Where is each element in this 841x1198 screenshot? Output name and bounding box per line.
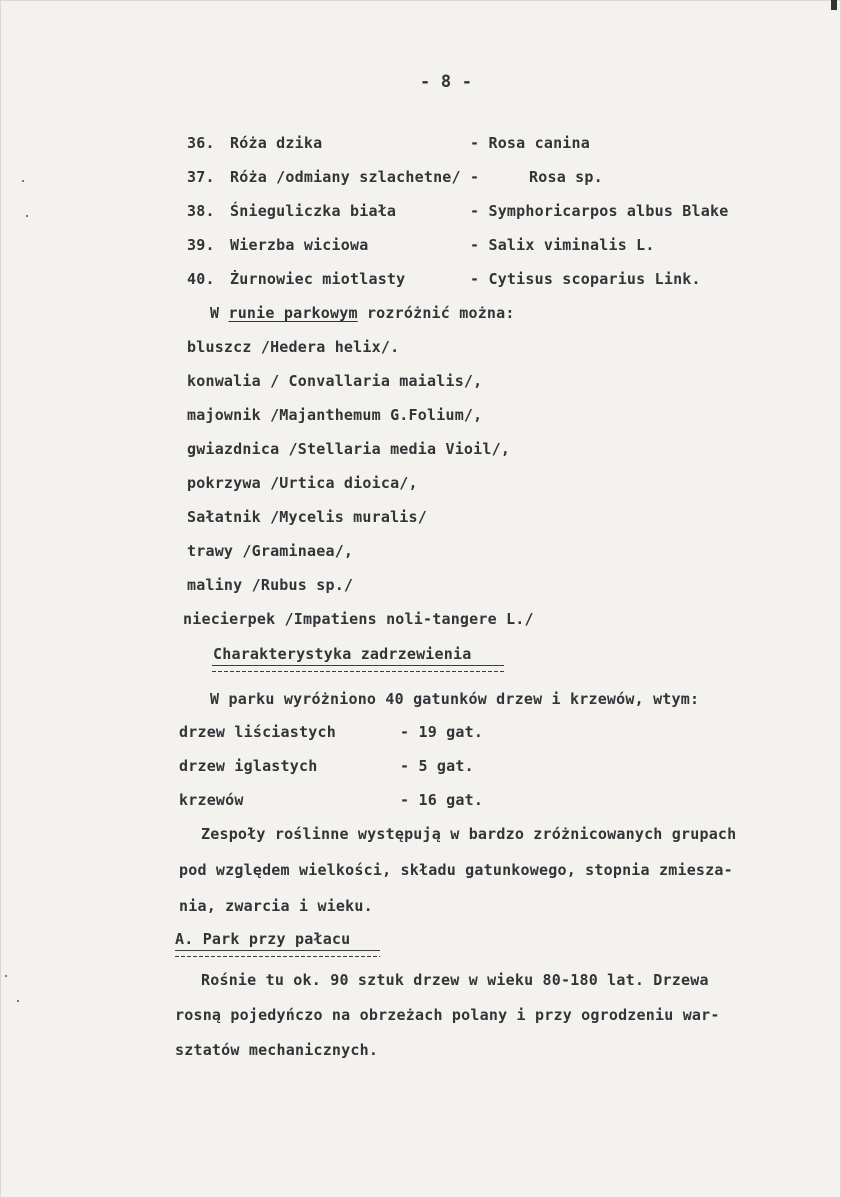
heading-underline-dashed xyxy=(175,956,380,957)
summary-value: - 19 gat. xyxy=(400,723,484,741)
speck xyxy=(17,1000,19,1002)
species-polish: Żurnowiec miotlasty xyxy=(230,270,406,288)
herb-item: maliny /Rubus sp./ xyxy=(187,576,354,594)
summary-value: - 5 gat. xyxy=(400,757,474,775)
species-latin: - Salix viminalis L. xyxy=(470,236,655,254)
species-latin: - Rosa canina xyxy=(470,134,590,152)
page-number: - 8 - xyxy=(420,72,473,92)
herb-item: trawy /Graminaea/, xyxy=(187,542,354,560)
herb-intro xyxy=(210,304,515,322)
paragraph-line: sztatów mechanicznych. xyxy=(175,1041,379,1059)
summary-intro: W parku wyróżniono 40 gatunków drzew i krzewów, wtym: xyxy=(210,690,700,708)
herb-item: niecierpek /Impatiens noli-tangere L./ xyxy=(183,610,534,628)
herb-item: bluszcz /Hedera helix/. xyxy=(187,338,400,356)
herb-item: pokrzywa /Urtica dioica/, xyxy=(187,474,418,492)
speck xyxy=(22,180,24,182)
summary-label: drzew liściastych xyxy=(179,723,336,741)
species-num: 37. xyxy=(187,168,215,186)
species-latin: - Cytisus scoparius Link. xyxy=(470,270,701,288)
species-latin: Rosa sp. xyxy=(529,168,603,186)
herb-intro-suffix: rozróżnić można: xyxy=(366,304,515,322)
heading-underline-dashed xyxy=(212,671,504,672)
heading-underline xyxy=(175,950,380,951)
species-polish: Róża dzika xyxy=(230,134,323,152)
summary-label: drzew iglastych xyxy=(179,757,318,775)
paragraph-line: Zespoły roślinne występują w bardzo zróżnicowanych grupach xyxy=(201,825,737,843)
species-polish: Wierzba wiciowa xyxy=(230,236,369,254)
herb-item: majownik /Majanthemum G.Folium/, xyxy=(187,406,483,424)
herb-item: konwalia / Convallaria maialis/, xyxy=(187,372,483,390)
page-edge-mark xyxy=(831,0,837,10)
species-num: 38. xyxy=(187,202,215,220)
paragraph-line: nia, zwarcia i wieku. xyxy=(179,897,373,915)
herb-intro-prefix: W xyxy=(210,304,220,322)
heading-underline xyxy=(212,665,504,666)
species-polish: Róża /odmiany szlachetne/ - xyxy=(230,168,480,186)
section-heading-stand-characteristics: Charakterystyka zadrzewienia xyxy=(213,645,472,663)
summary-label: krzewów xyxy=(179,791,244,809)
species-polish: Śnieguliczka biała xyxy=(230,202,397,220)
species-num: 40. xyxy=(187,270,215,288)
summary-value: - 16 gat. xyxy=(400,791,484,809)
species-num: 36. xyxy=(187,134,215,152)
species-latin: - Symphoricarpos albus Blake xyxy=(470,202,729,220)
paragraph-line: Rośnie tu ok. 90 sztuk drzew w wieku 80-180 lat. Drzewa xyxy=(201,971,709,989)
section-heading-palace-park: A. Park przy pałacu xyxy=(175,930,351,948)
paragraph-line: pod względem wielkości, składu gatunkowego, stopnia zmiesza- xyxy=(179,861,733,879)
species-num: 39. xyxy=(187,236,215,254)
paragraph-line: rosną pojedyńczo na obrzeżach polany i przy ogrodzeniu war- xyxy=(175,1006,720,1024)
herb-intro-underlined: runie parkowym xyxy=(228,304,358,322)
speck xyxy=(5,975,7,977)
speck xyxy=(26,215,28,217)
herb-item: gwiazdnica /Stellaria media Vioil/, xyxy=(187,440,511,458)
herb-item: Sałatnik /Mycelis muralis/ xyxy=(187,508,427,526)
